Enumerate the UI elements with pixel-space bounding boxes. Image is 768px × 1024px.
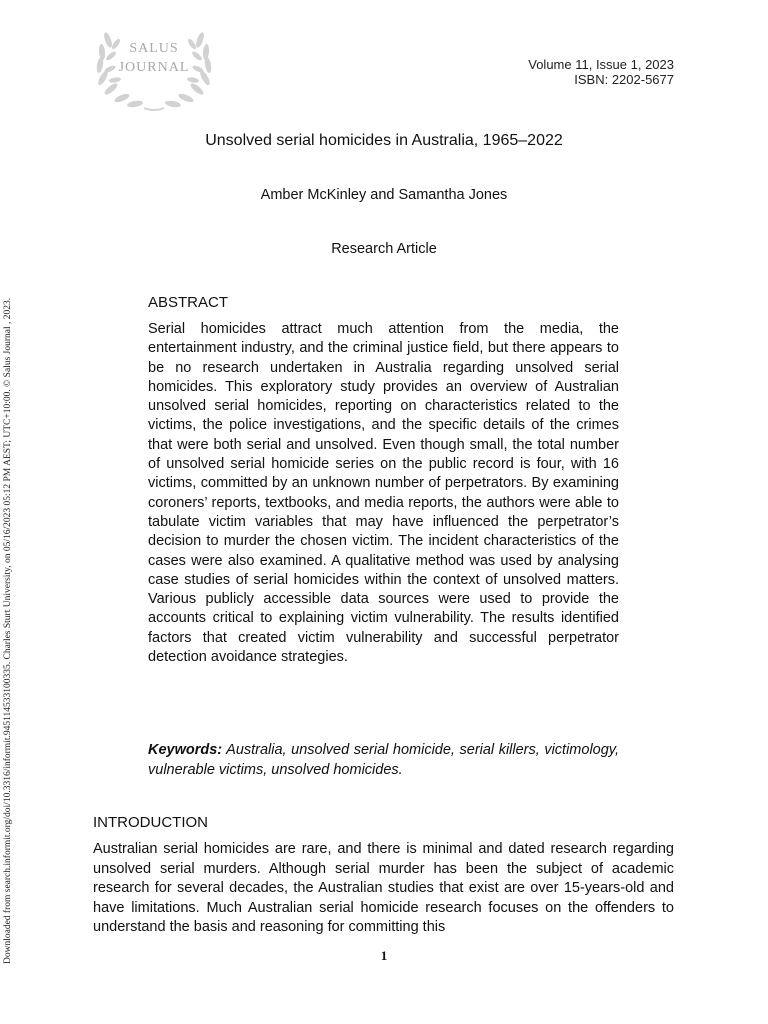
abstract-heading: ABSTRACT (148, 294, 229, 311)
introduction-heading: INTRODUCTION (93, 814, 208, 831)
keywords-text: Australia, unsolved serial homicide, serial killers, victimology, vulnerable victims, unsolved homicides. (148, 742, 619, 778)
logo-text-journal: JOURNAL (118, 60, 190, 75)
journal-logo (94, 22, 214, 114)
article-title: Unsolved serial homicides in Australia, 1965–2022 (205, 132, 563, 149)
article-authors: Amber McKinley and Samantha Jones (260, 187, 508, 203)
abstract-body: Serial homicides attract much attention from the media, the entertainment industry, and the criminal justice field, but there appears to be no research undertaken in Australia regarding unsolved serial homicides. This exploratory study provides an overview of Australian unsolved serial homicides, reporting on characteristics related to the victims, the police investigations, and the specific details of the crimes that were both serial and unsolved. Even though small, the total number of unsolved serial homicide series on the public record is four, with 16 victims, committed by an unknown number of perpetrators. By examining coroners’ reports, textbooks, and media reports, the authors were able to tabulate victim variables that may have influenced the perpetrator’s decision to murder the chosen victim. The incident characteristics of the cases were also examined. A qualitative method was used by analysing case studies of serial homicides within the context of unsolved matters. Various publicly accessible data sources were used to provide the accounts critical to explaining victim vulnerability. The results identified factors that created victim vulnerability and successful perpetrator detection avoidance strategies. (148, 321, 619, 666)
publication-meta (528, 57, 674, 87)
article-type: Research Article (331, 241, 437, 257)
introduction-body: Australian serial homicides are rare, and there is minimal and dated research regarding unsolved serial murders. Although serial murder has been the subject of academic research for several decades, the Australian studies that exist are over 15-years-old and have limitations. Much Australian serial homicide research focuses on the offenders to understand the basis and reasoning for committing this (93, 841, 674, 935)
page-number: 1 (380, 948, 388, 963)
download-notice: Downloaded from search.informit.org/doi/10.3316/informit.945114533100335. Charles Sturt University, on 05/16/2023 05:12 PM AEST; UTC+10:00. © Salus Journal , 2023. (3, 297, 13, 964)
keywords (148, 740, 619, 780)
keywords-label: Keywords: (148, 742, 223, 758)
isbn: ISBN: 2202-5677 (574, 72, 674, 87)
volume-issue: Volume 11, Issue 1, 2023 (528, 57, 674, 72)
logo-text-salus: SALUS (129, 41, 179, 56)
